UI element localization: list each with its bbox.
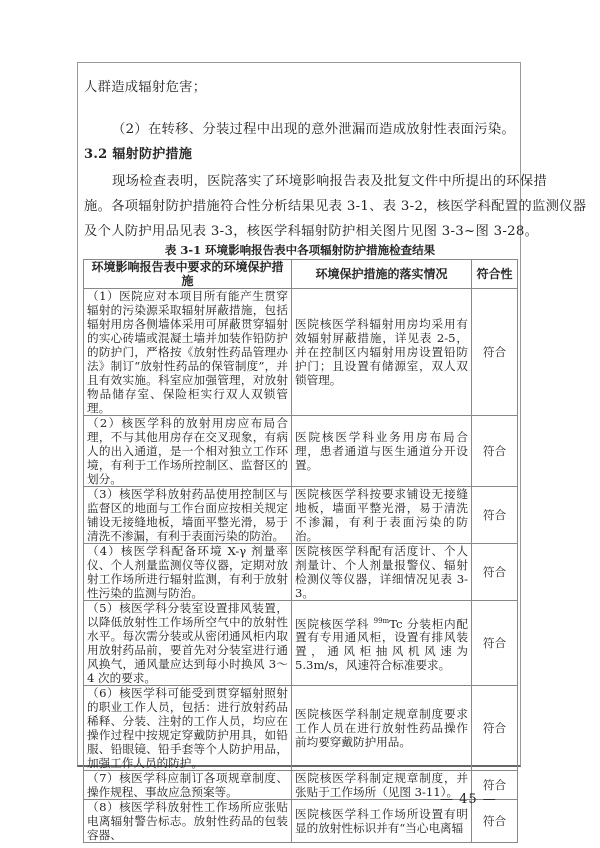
- compliance-cell: 符合: [472, 416, 518, 487]
- implementation-cell: 医院核医学科辐射用房均采用有效辐射屏蔽措施，详见表 2-5，并在控制区内辐射用房设置铅防护门；且设置有储源室，双人双锁管理。: [292, 289, 472, 416]
- requirement-cell: （2）核医学科的放射用房应布局合理，不与其他用房存在交叉现象，有病人的出入通道，是一个相对独立工作环境，有利于工作场所控制区、监督区的划分。: [84, 416, 292, 487]
- compliance-cell: 符合: [472, 800, 518, 843]
- table-row: [84, 544, 518, 601]
- impl-text: Tc 分装柜内配置有专用通风柜，设置有排风装置，通风柜抽风机风速为 5.3m/s，风速符合标准要求。: [295, 616, 469, 673]
- compliance-cell: 符合: [472, 487, 518, 544]
- paragraph: 人群造成辐射危害；: [84, 80, 207, 95]
- table-row: [84, 289, 518, 416]
- implementation-cell: 医院核医学科配有活度计、个人剂量计、个人剂量报警仪、辐射检测仪等仪器，详细情况见表 3-3。: [292, 544, 472, 601]
- implementation-cell: 医院核医学科工作场所设置有明显的放射性标识并有“当心电离辐: [292, 800, 472, 843]
- requirement-cell: （1）医院应对本项目所有能产生贯穿辐射的污染源采取辐射屏蔽措施，包括辐射用房各侧墙体采用可屏蔽贯穿辐射的实心砖墙或混凝土墙并加装作铅防护的防护门，严格按《放射性药品管理办法》制订“放射性药品的保管制度”，并且有效实施。科室应加强管理，对放射物品储存室、保险柜实行双人双锁管理。: [84, 289, 292, 416]
- requirement-cell: （8）核医学科放射性工作场所应张贴电离辐射警告标志。放射性药品的包装容器、: [84, 800, 292, 843]
- requirement-cell: （5）核医学科分装室设置排风装置，以降低放射性工作场所空气中的放射性水平。每次需分装或从密闭通风柜内取用放射药品前，要首先对分装室进行通风换气，通风量应达到每小时换风 3～4 次的要求。: [84, 601, 292, 686]
- page-number: — 45 —: [440, 792, 497, 807]
- implementation-cell: 医院核医学科业务用房布局合理，患者通道与医生通道分开设置。: [292, 416, 472, 487]
- table-row: [84, 487, 518, 544]
- implementation-cell: 医院核医学科按要求铺设无接缝地板，墙面平整光滑，易于清洗不渗漏，有利于表面污染的防治。: [292, 487, 472, 544]
- table-row: [84, 601, 518, 686]
- isotope-superscript: 99m: [373, 616, 390, 625]
- column-header: 环境影响报告表中要求的环境保护措施: [84, 260, 292, 289]
- compliance-cell: 符合: [472, 686, 518, 771]
- compliance-cell: 符合: [472, 771, 518, 800]
- requirement-cell: （6）核医学科可能受到贯穿辐射照射的职业工作人员，包括：进行放射药品稀释、分装、注射的工作人员，均应在操作过程中按规定穿戴防护用具，如铅服、铅眼镜、铅手套等个人防护用品，加强工作人员的防护。: [84, 686, 292, 771]
- table-row: [84, 416, 518, 487]
- table-caption: 表 3-1 环境影响报告表中各项辐射防护措施检查结果: [164, 243, 436, 257]
- paragraph: 施。各项辐射防护措施符合性分析结果见表 3-1、表 3-2，核医学科配置的监测仪器: [84, 199, 587, 214]
- column-header: 符合性: [472, 260, 518, 289]
- section-heading: 3.2 辐射防护措施: [84, 147, 193, 162]
- requirement-cell: （4）核医学科配备环境 X-γ 剂量率仪、个人剂量监测仪等仪器，定期对放射工作场所进行辐射监测，有利于放射性污染的监测与防治。: [84, 544, 292, 601]
- inspection-table: [83, 259, 518, 843]
- requirement-cell: （7）核医学科应制订各项规章制度、操作规程、事故应急预案等。: [84, 771, 292, 800]
- implementation-cell: 医院核医学科制定规章制度要求工作人员在进行放射性药品操作前均要穿戴防护用品。: [292, 686, 472, 771]
- implementation-cell: [292, 601, 472, 686]
- compliance-cell: 符合: [472, 544, 518, 601]
- compliance-cell: 符合: [472, 601, 518, 686]
- compliance-cell: 符合: [472, 289, 518, 416]
- impl-prefix: 医院核医学科: [295, 616, 374, 631]
- paragraph: 现场检查表明，医院落实了环境影响报告表及批复文件中所提出的环保措: [112, 174, 548, 189]
- table-header-row: [84, 260, 518, 289]
- paragraph: 及个人防护用品见表 3-3，核医学科辐射防护相关图片见图 3-3~图 3-28。: [84, 224, 539, 239]
- column-header: 环境保护措施的落实情况: [292, 260, 472, 289]
- implementation-cell: 医院核医学科制定规章制度，并张贴于工作场所（见图 3-11）。: [292, 771, 472, 800]
- table-row: [84, 686, 518, 771]
- requirement-cell: （3）核医学科放射药品使用控制区与监督区的地面与工作台面应按相关规定铺设无接缝地板，墙面平整光滑，易于清洗不渗漏，有利于表面污染的防治。: [84, 487, 292, 544]
- paragraph: （2）在转移、分装过程中出现的意外泄漏而造成放射性表面污染。: [112, 122, 516, 137]
